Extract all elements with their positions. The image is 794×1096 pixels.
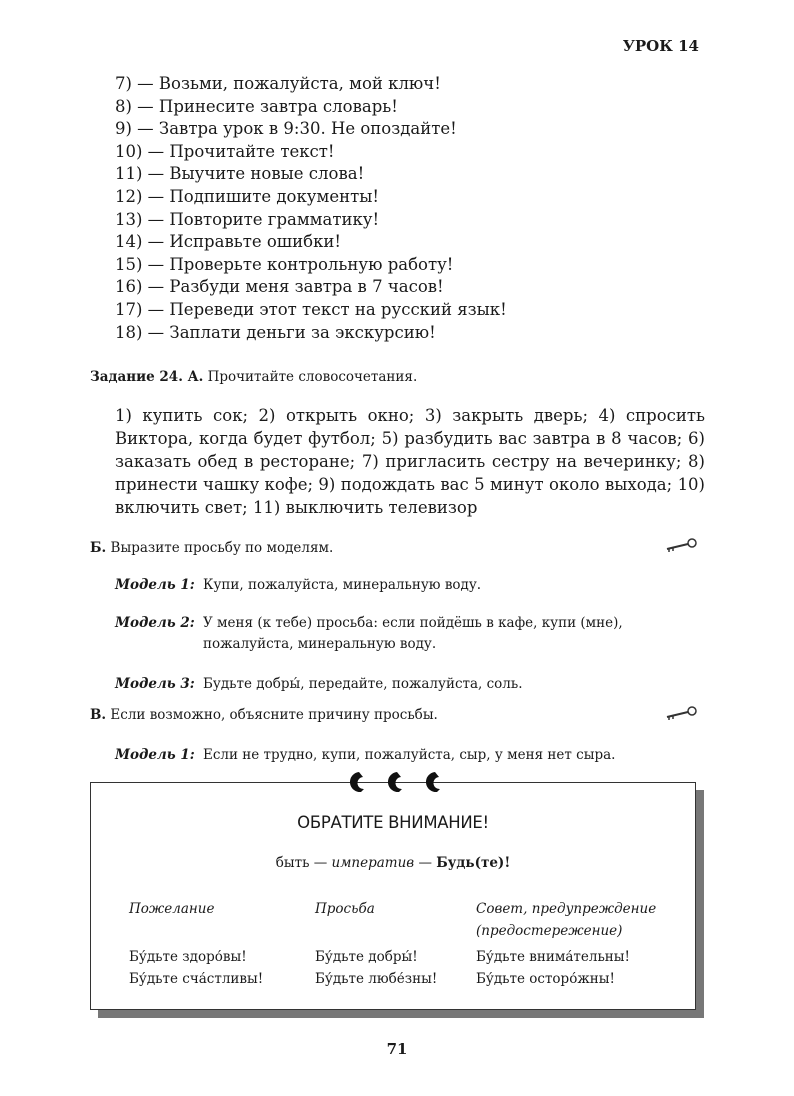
phrases-paragraph: 1) купить сок; 2) открыть окно; 3) закрыть дверь; 4) спросить Виктора, когда будет футбол; 5) разбудить вас завтра в 8 часов; 6) заказать обед в ресторане; 7) пригласить сестру на вечеринку; 8) принести чашку кофе; 9) подождать вас 5 минут около выхода; 10) включить свет; 11) выключить телевизор (115, 406, 705, 517)
column-item: Бу́дьте осторо́жны! (476, 971, 615, 987)
sentence-item: 16) — Разбуди меня завтра в 7 часов! (115, 277, 444, 297)
model-b2 (115, 613, 675, 655)
column-item: Бу́дьте внима́тельны! (476, 949, 630, 965)
sentence-item: 18) — Заплати деньги за экскурсию! (115, 322, 436, 342)
page-number: 71 (386, 1040, 408, 1058)
column-heading: Совет, предупреждение (предостережение) (476, 901, 657, 939)
sentence-item: 7) — Возьми, пожалуйста, мой ключ! (115, 74, 441, 93)
sentence-item: 9) — Завтра урок в 9:30. Не опоздайте! (115, 119, 457, 139)
model-text: Если не трудно, купи, пожалуйста, сыр, у меня нет сыра. (203, 747, 616, 763)
sentence-item: 8) — Принесите завтра словарь! (115, 96, 398, 116)
column-heading: Просьба (315, 901, 375, 917)
column-heading: Пожелание (129, 901, 215, 917)
sentence-item: 13) — Повторите грамматику! (115, 209, 380, 229)
attention-title: ОБРАТИТЕ ВНИМАНИЕ! (297, 813, 489, 832)
rule-dash: — (414, 855, 437, 871)
model-text: Будьте добры́, передайте, пожалуйста, соль. (203, 676, 523, 692)
model-v1 (115, 745, 615, 766)
column-item: Бу́дьте сча́стливы! (129, 971, 264, 987)
model-text: У меня (к тебе) просьба: если пойдёшь в кафе, купи (мне), пожалуйста, минеральную воду. (203, 615, 623, 652)
task-label: Задание 24. А. (90, 369, 204, 385)
task-text: Прочитайте словосочетания. (207, 369, 418, 385)
attention-box (90, 782, 696, 1010)
sentence-list (115, 73, 507, 344)
model-label: Модель 1: (115, 747, 195, 763)
part-b-heading (90, 540, 333, 556)
column-request (315, 898, 437, 990)
column-item: Бу́дьте любе́зны! (315, 971, 438, 987)
sentence-item: 10) — Прочитайте текст! (115, 141, 335, 161)
binder-rings-icon (345, 768, 455, 798)
rule-term: императив (331, 855, 415, 871)
part-b-text: Выразите просьбу по моделям. (110, 540, 334, 556)
column-item: Бу́дьте здоро́вы! (129, 949, 247, 965)
column-advice (476, 898, 676, 990)
model-label: Модель 3: (115, 676, 195, 692)
sentence-item: 12) — Подпишите документы! (115, 186, 379, 206)
key-icon (663, 705, 699, 721)
rule-verb: быть — (275, 855, 332, 871)
imperative-rule (91, 855, 695, 871)
sentence-item: 17) — Переведи этот текст на русский язык! (115, 299, 507, 319)
model-b3 (115, 674, 523, 695)
key-icon (663, 537, 699, 553)
model-b1 (115, 575, 481, 596)
column-wish (129, 898, 263, 990)
model-label: Модель 1: (115, 577, 195, 593)
column-item: Бу́дьте добры́! (315, 949, 418, 965)
part-v-text: Если возможно, объясните причину просьбы. (110, 707, 438, 723)
part-v-label: В. (90, 707, 107, 723)
part-v-heading (90, 707, 438, 723)
sentence-item: 11) — Выучите новые слова! (115, 164, 365, 184)
sentence-item: 14) — Исправьте ошибки! (115, 232, 342, 252)
model-label: Модель 2: (115, 615, 195, 631)
part-b-label: Б. (90, 540, 107, 556)
task-24-heading (90, 369, 417, 385)
rule-form: Будь(те)! (436, 855, 511, 871)
lesson-header: УРОК 14 (622, 37, 699, 55)
sentence-item: 15) — Проверьте контрольную работу! (115, 254, 454, 274)
model-text: Купи, пожалуйста, минеральную воду. (203, 577, 482, 593)
